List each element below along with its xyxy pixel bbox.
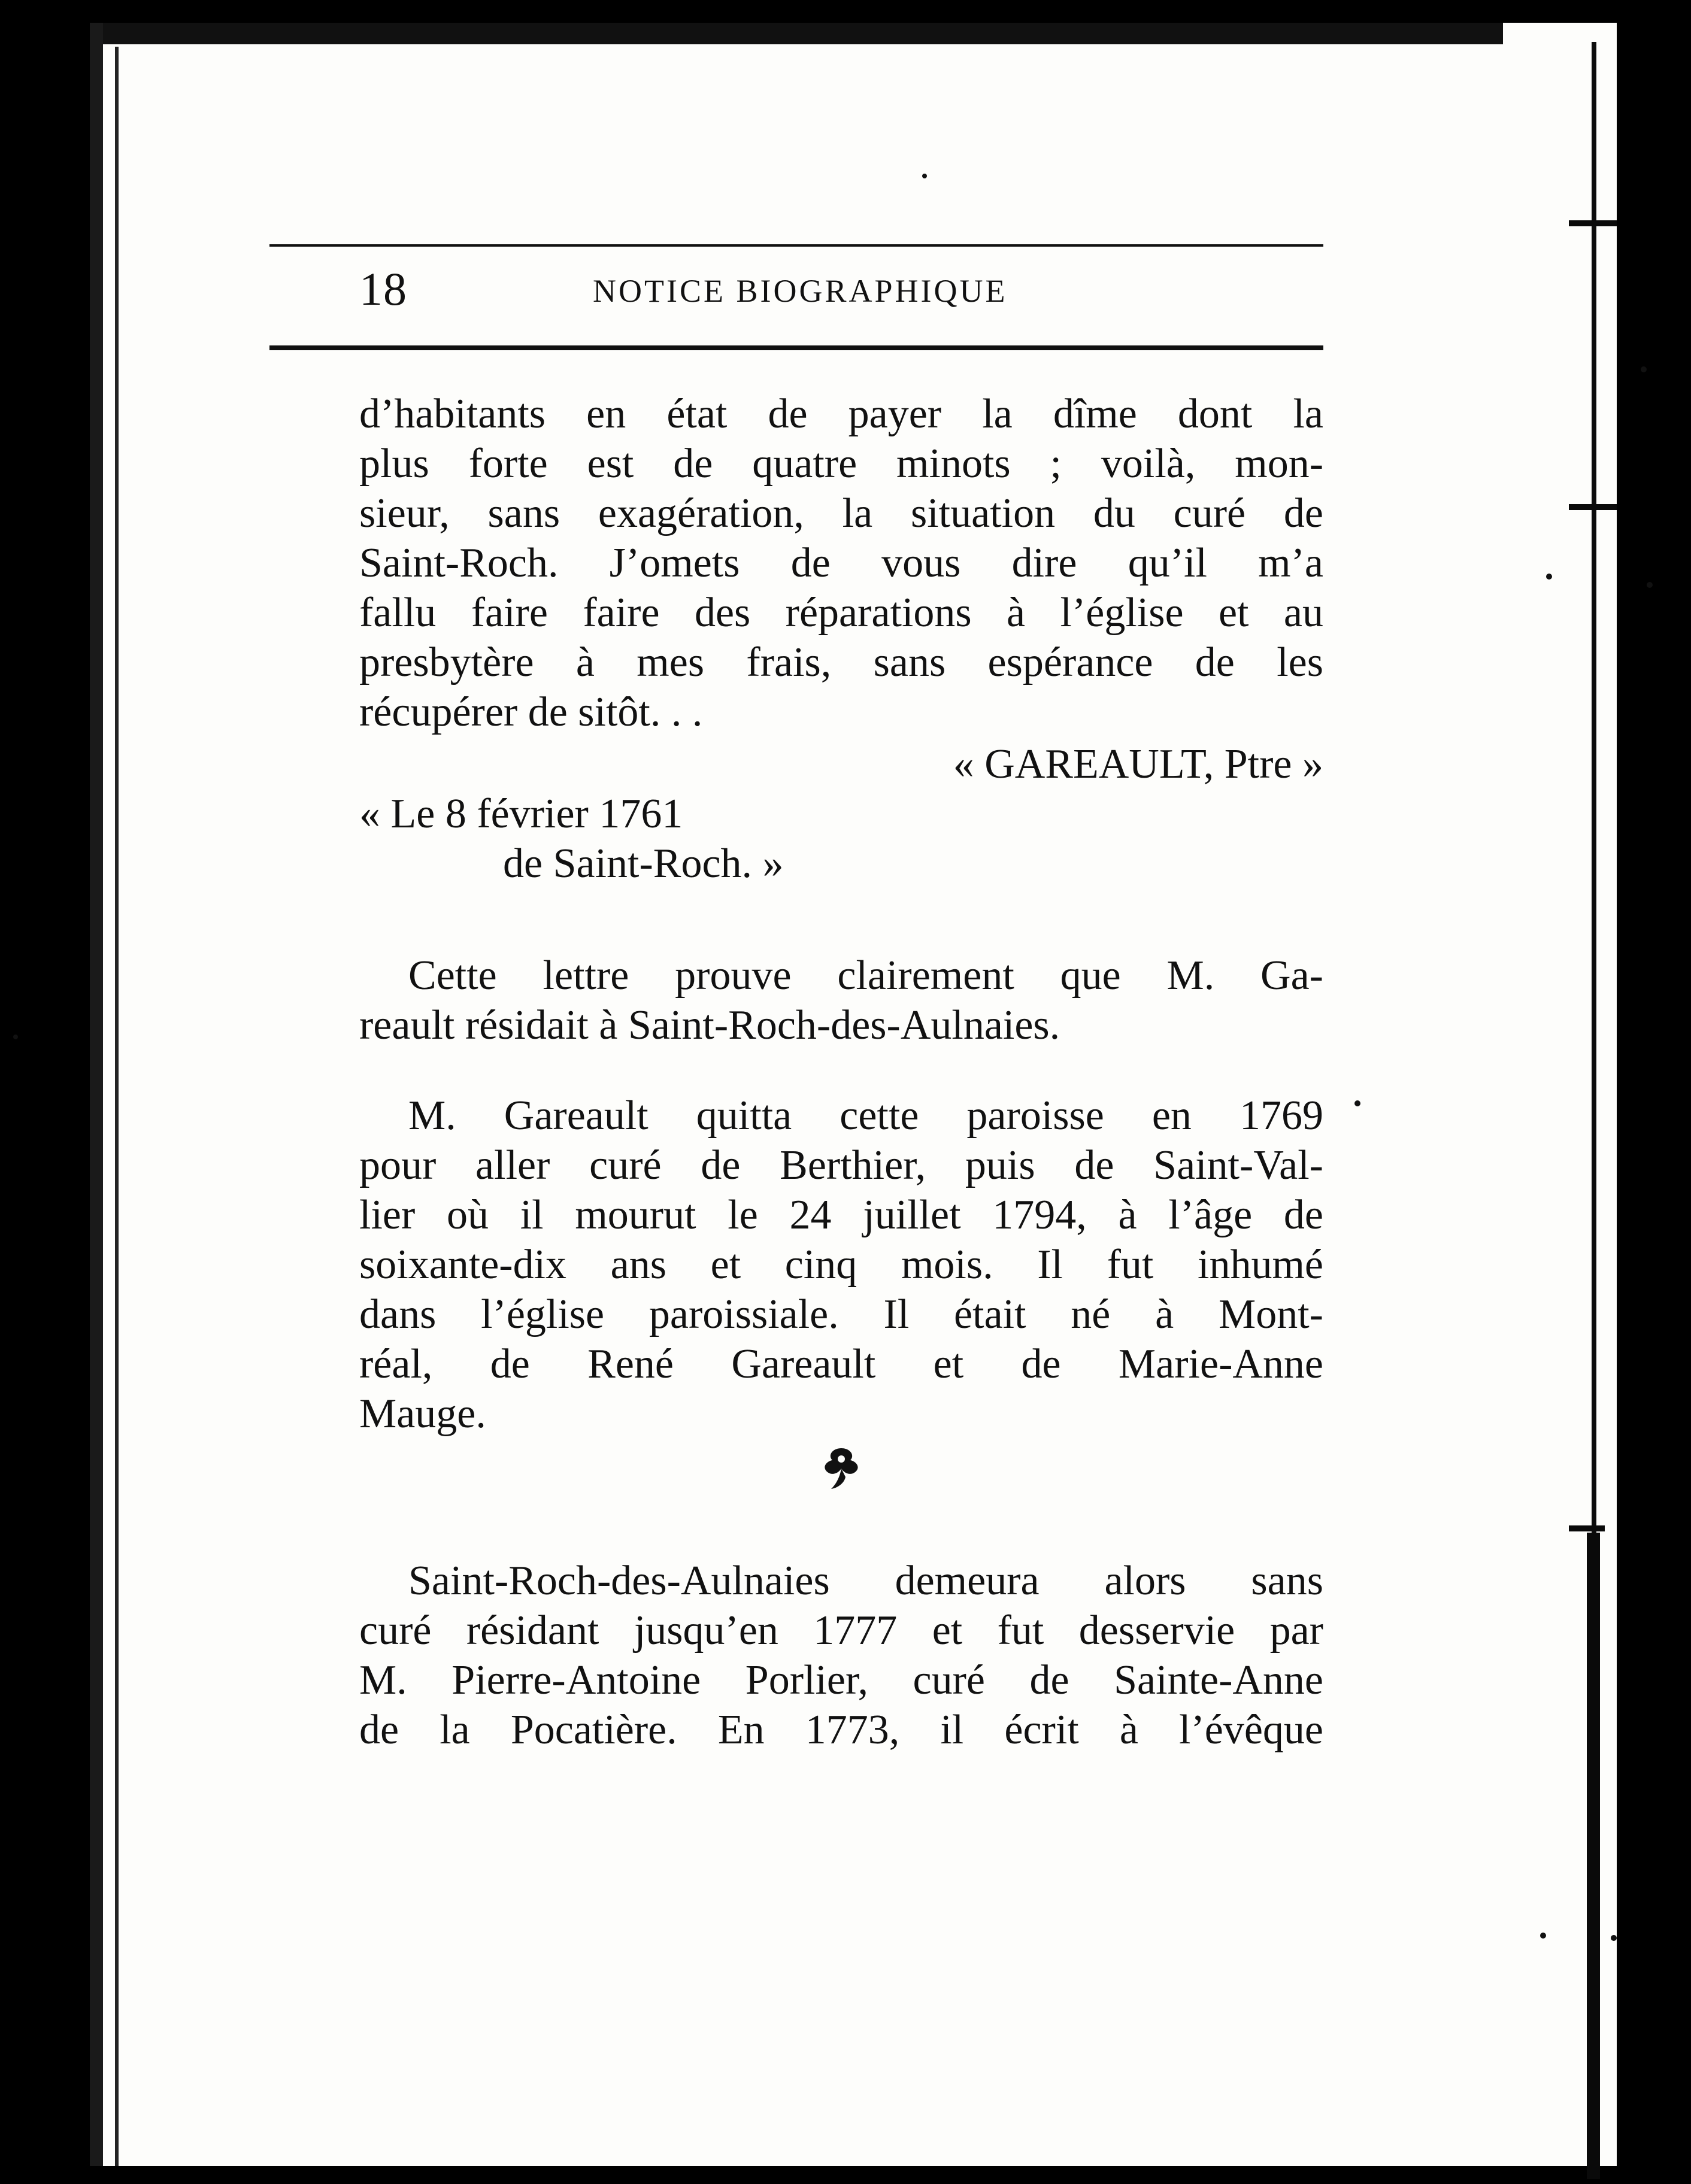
text-line: curé résidant jusqu’en 1777 et fut desservie par [359, 1607, 1323, 1654]
paragraph [359, 1556, 1323, 1755]
scan-left-edge [90, 23, 103, 2166]
text-line: reault résidait à Saint-Roch-des-Aulnaies. [359, 1002, 1060, 1048]
page-body [359, 389, 1323, 1755]
text-line: lier où il mourut le 24 juillet 1794, à l’âge de [359, 1192, 1323, 1238]
binding-stitch [1569, 220, 1617, 226]
running-title: NOTICE BIOGRAPHIQUE [593, 273, 1008, 309]
text-line: récupérer de sitôt. . . [359, 689, 703, 735]
letter-date: « Le 8 février 1761 [359, 791, 683, 837]
text-line: pour aller curé de Berthier, puis de Saint-Val- [359, 1142, 1323, 1188]
text-line: Saint-Roch-des-Aulnaies demeura alors sans [408, 1558, 1323, 1604]
page-inner-border [115, 47, 119, 2166]
text-line: Saint-Roch. J’omets de vous dire qu’il m’a [359, 540, 1323, 586]
text-line: Mauge. [359, 1391, 486, 1437]
paragraph [359, 951, 1323, 1050]
text-line: réal, de René Gareault et de Marie-Anne [359, 1341, 1323, 1387]
text-line: Cette lettre prouve clairement que M. Ga- [408, 953, 1323, 999]
scan-speck [1540, 1933, 1546, 1939]
page-number: 18 [359, 263, 407, 315]
scan-speck [1611, 1935, 1617, 1941]
text-line: M. Gareault quitta cette paroisse en 1769 [408, 1093, 1323, 1139]
binding-stitch [1569, 1525, 1605, 1531]
scan-speck [922, 174, 927, 178]
scan-speck [1647, 582, 1653, 588]
scan-speck [1546, 574, 1552, 580]
header-top-rule [269, 244, 1323, 247]
text-line: d’habitants en état de payer la dîme dont la [359, 391, 1323, 437]
text-line: sieur, sans exagération, la situation du curé de [359, 490, 1323, 536]
scan-speck [1354, 1100, 1360, 1106]
text-line: dans l’église paroissiale. Il était né à Mont- [359, 1291, 1323, 1337]
text-line: soixante-dix ans et cinq mois. Il fut inhumé [359, 1242, 1323, 1288]
letter-signature: « GAREAULT, Ptre » [953, 741, 1323, 787]
scan-speck [13, 1035, 18, 1039]
text-line: de la Pocatière. En 1773, il écrit à l’évêque [359, 1707, 1323, 1753]
scan-top-edge [90, 23, 1617, 44]
text-line: M. Pierre-Antoine Porlier, curé de Sainte-Anne [359, 1657, 1323, 1703]
binding-spine-thick [1587, 1533, 1600, 2179]
text-line: fallu faire faire des réparations à l’église et au [359, 590, 1323, 636]
letter-quote [359, 389, 1323, 737]
letter-place: de Saint-Roch. » [503, 841, 784, 887]
text-line: presbytère à mes frais, sans espérance de les [359, 639, 1323, 685]
paragraph [359, 1091, 1323, 1439]
header-bottom-rule [269, 345, 1323, 350]
binding-stitch [1569, 504, 1617, 510]
scan-speck [1641, 366, 1647, 372]
text-line: plus forte est de quatre minots ; voilà, mon- [359, 441, 1323, 487]
fleuron-icon [359, 1443, 1323, 1513]
